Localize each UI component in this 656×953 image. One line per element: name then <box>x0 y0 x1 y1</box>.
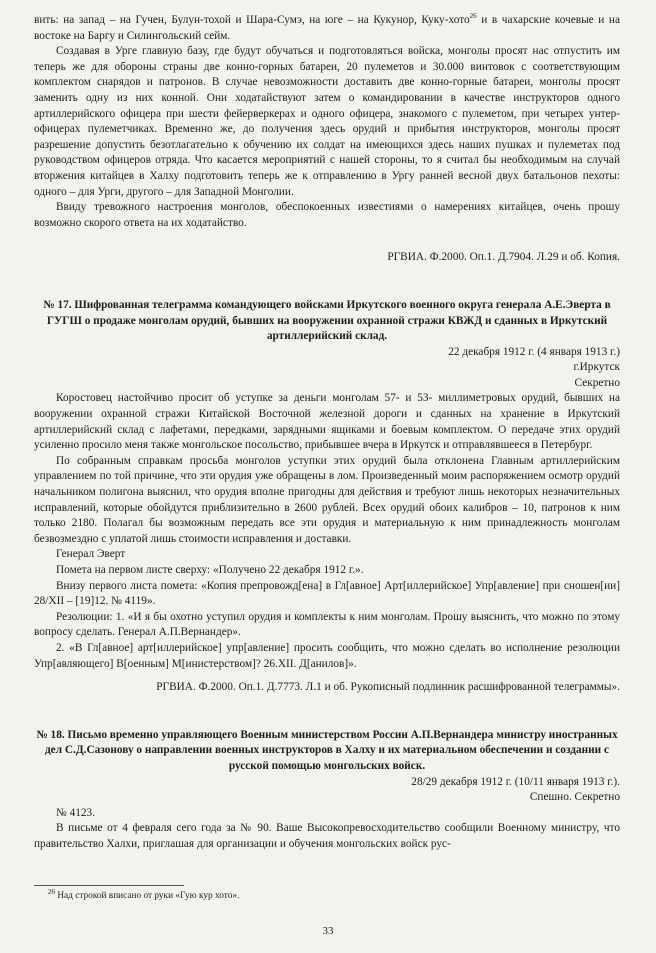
signature: Генерал Эверт <box>56 548 126 561</box>
archival-note: Помета на первом листе сверху: «Получено 22 декабря 1912 г.». <box>56 564 364 576</box>
body-paragraph: Коростовец настойчиво просит об уступке за деньги монголам 57- и 53- миллиметровых орудий, бывших на вооружении охранной стражи Китайской Восточной железной дороги и сданных на хранение в Иркутский артиллерийский склад с лафетами, передками, зарядными ящиками и боевым комплектом. О передаче этих орудий усиленно просило меня также монгольское посольство, прибывшее вчера в Иркутск и отправлявшееся в Петербург. <box>34 392 620 452</box>
body-paragraph: Создавая в Урге главную базу, где будут обучаться и подготовляться войска, монголы просят нас отпустить им теперь же для обороны страны две конно-горных батареи, 20 пулеметов и 30.000 винтовок с соответствующим комплектом снарядов и патронов. В случае невозможности доставить две конно-горные батареи, монголы просят заменить одну из них конной. Они ходатайствуют затем о командировании в качестве инструкторов одного артиллерийского офицера при шести фейерверкерах и одного офицера, знакомого с пулеметом, при четырех унтер-офицерах пулеметчиках. Временно же, до получения здесь орудий и прибытия инструкторов, монголы просят разрешение допустить безотлагательно к обучению их солдат на имеющихся здесь наших пушках и пулеметах под руководством офицеров отряда. Что касается мероприятий с нашей стороны, то я считал бы необходимым на случай вторжения китайцев в Халху подготовить теперь же к отправлению в Ургу ранней весной двух батальонов пехоты: одного – для Урги, другого – для Западной Монголии. <box>34 45 620 198</box>
body-paragraph: В письме от 4 февраля сего года за № 90. Ваше Высокопревосходительство сообщили Военному министру, что правительство Халхи, приглашая для организации и обучения монгольских войск рус- <box>34 822 620 850</box>
archival-note: Внизу первого листа помета: «Копия препровожд[ена] в Гл[авное] Арт[иллерийское] Упр[авление] при сношен[ии] 28/XII – [19]12. № 4119». <box>34 579 620 608</box>
archive-source: РГВИА. Ф.2000. Оп.1. Д.7904. Л.29 и об. Копия. <box>387 251 620 264</box>
page-content <box>34 13 620 853</box>
footnote <box>48 887 240 902</box>
continuation-text-end: и в чахарские кочевые и на востоке на Баргу и Силингольский сейм. <box>34 14 620 42</box>
document-title: № 17. Шифрованная телеграмма командующего войсками Иркутского военного округа генерала А.Е.Эверта в ГУГШ о продаже монголам орудий, бывших на вооружении охранной стражи КВЖД и сданных в Иркутский артиллерийский склад. <box>43 298 611 343</box>
document-classification: Спешно. Секретно <box>529 791 620 804</box>
document-date: 22 декабря 1912 г. (4 января 1913 г.) <box>448 345 620 358</box>
document-date: 28/29 декабря 1912 г. (10/11 января 1913 г.). <box>411 775 620 788</box>
continuation-text: вить: на запад – на Гучен, Булун-тохой и Шара-Сумэ, на юге – на Кукунор, Куку-хото <box>34 14 470 26</box>
archival-note: Резолюции: 1. «И я бы охотно уступил орудия и комплекты к ним монголам. Прошу выяснить, что можно по этому вопросу сделать. Генерал А.П.Вернандер». <box>34 610 620 639</box>
footnote-reference: 26 <box>469 12 477 21</box>
archival-note: 2. «В Гл[авное] арт[иллерийское] упр[авление] просить сообщить, что можно сделать во исполнение резолюции Упр[авляющего] В[оенным] М[инистерством]? 26.XII. Д[анилов]». <box>34 641 620 670</box>
body-paragraph: Ввиду тревожного настроения монголов, обеспокоенных известиями о намерениях китайцев, очень прошу возможно скорого ответа на их ходатайство. <box>34 201 620 229</box>
archive-source: РГВИА. Ф.2000. Оп.1. Д.7773. Л.1 и об. Рукописный подлинник расшифрованной телеграммы». <box>156 681 620 694</box>
body-paragraph: По собранным справкам просьба монголов уступки этих орудий была отклонена Главным артиллерийским управлением по той причине, что эти орудия уже обращены в лом. Произведенный моим распоряжением осмотр орудий начальником полигона выяснил, что орудия вполне пригодны для действия и требуют лишь некоторых незначительных исправлений, которые обойдутся приблизительно в 2600 рублей. Всех орудий обоих калибров – 10, патронов к ним только 2180. Полагал бы возможным передать все эти орудия и материальную к ним принадлежность монголам безвозмездно с уплатой лишь стоимости исправления и доставки. <box>34 454 620 545</box>
footnote-number: 26 <box>48 887 55 896</box>
page-number: 33 <box>322 925 334 937</box>
document-title: № 18. Письмо временно управляющего Военным министерством России А.П.Вернандера министру иностранных дел С.Д.Сазонову о направлении военных инструкторов в Халху и их материальном обеспечении и создании с русской помощью монгольских войск. <box>36 728 618 772</box>
footnote-divider <box>34 885 184 886</box>
document-place: г.Иркутск <box>573 361 620 374</box>
footnote-text: Над строкой вписано от руки «Гую кур хото». <box>55 891 240 901</box>
continuation-paragraph <box>34 13 620 44</box>
document-classification: Секретно <box>574 376 620 389</box>
document-number: № 4123. <box>56 806 96 819</box>
